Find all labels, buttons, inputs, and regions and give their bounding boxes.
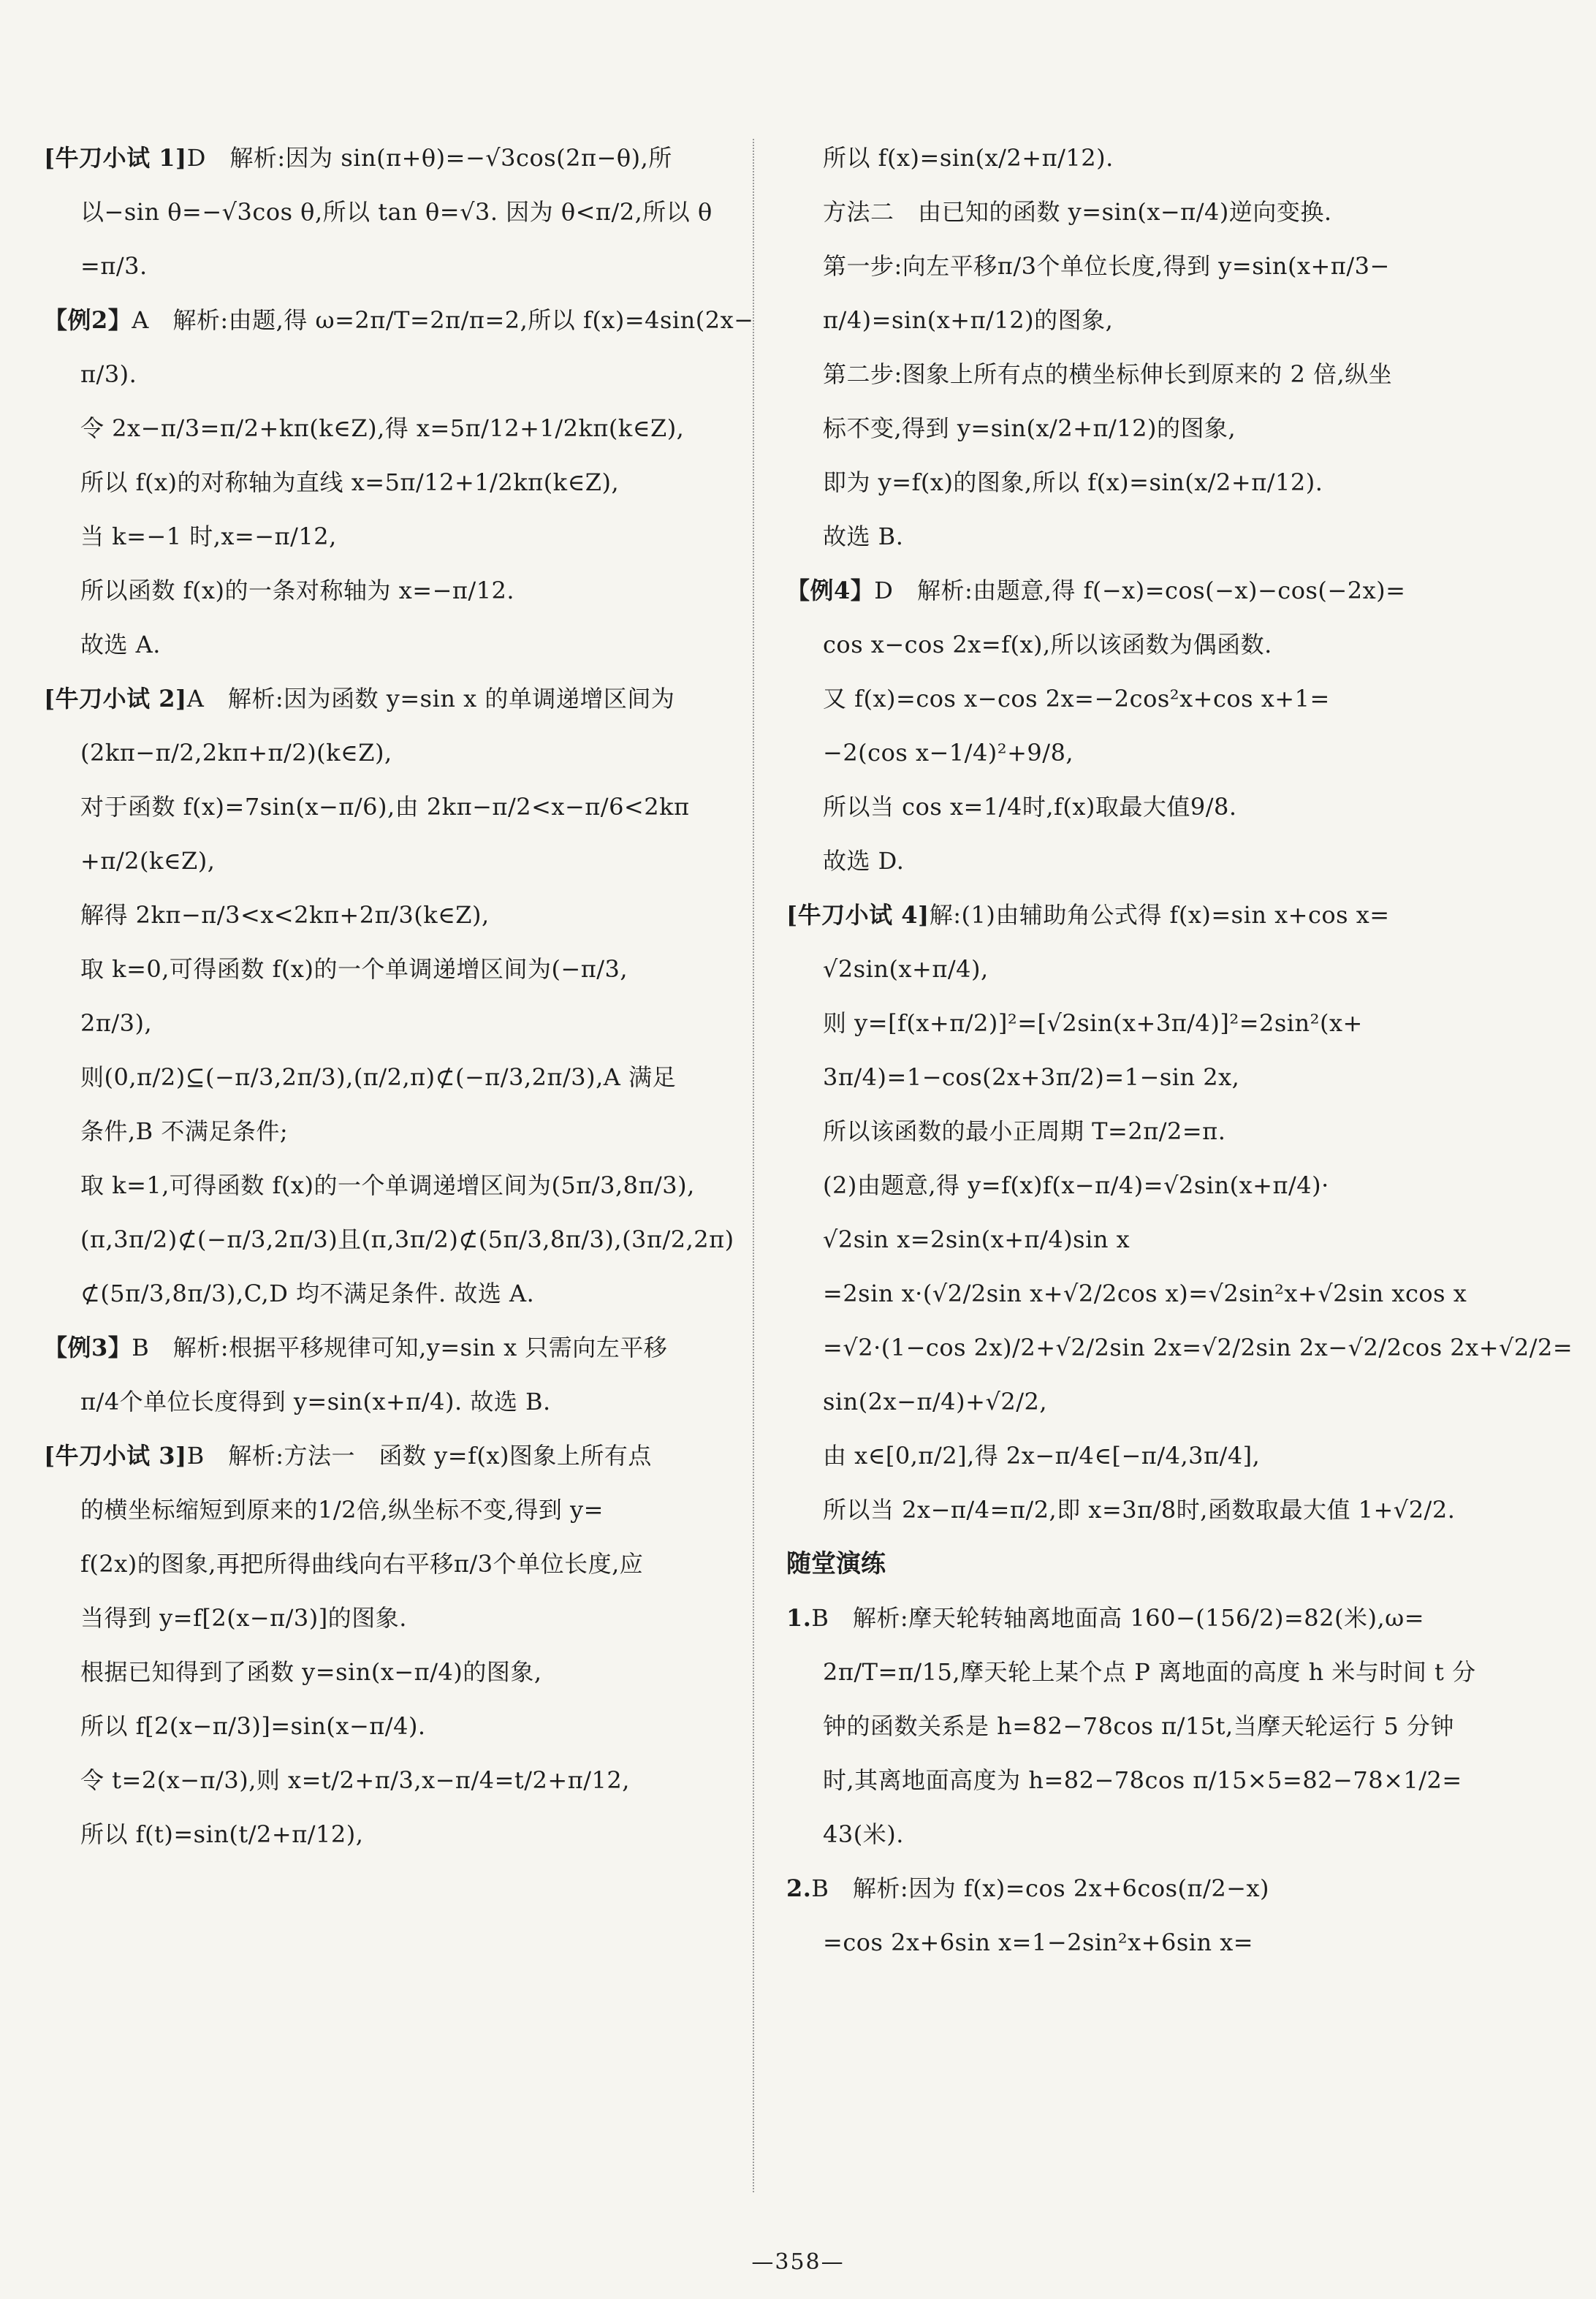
text-line — [786, 626, 1488, 664]
line-text: 第二步:图象上所有点的横坐标伸长到原来的 2 倍,纵坐 — [823, 360, 1393, 388]
text-line — [44, 1545, 745, 1583]
text-line — [44, 1274, 745, 1312]
line-text: (2kπ−π/2,2kπ+π/2)(k∈Z), — [80, 739, 392, 767]
text-line — [44, 1491, 745, 1529]
text-line — [786, 1004, 1488, 1042]
line-text: 所以函数 f(x)的一条对称轴为 x=−π/12. — [80, 577, 515, 604]
line-text: 所以 f[2(x−π/3)]=sin(x−π/4). — [80, 1712, 426, 1740]
line-text: 当得到 y=f[2(x−π/3)]的图象. — [80, 1604, 407, 1632]
line-text: 第一步:向左平移π/3个单位长度,得到 y=sin(x+π/3− — [823, 252, 1390, 280]
text-line — [786, 896, 1488, 934]
line-text: sin(2x−π/4)+√2/2, — [823, 1388, 1047, 1416]
text-line — [44, 1761, 745, 1799]
text-line — [786, 1707, 1488, 1745]
text-line — [44, 463, 745, 501]
text-line — [44, 680, 745, 718]
text-line — [786, 680, 1488, 718]
page-number: —358— — [751, 2249, 845, 2275]
line-text: (2)由题意,得 y=f(x)f(x−π/4)=√2sin(x+π/4)· — [823, 1171, 1329, 1199]
text-line — [44, 1112, 745, 1150]
problem-tag: 【例4】 — [786, 577, 875, 604]
text-line — [786, 571, 1488, 609]
text-line — [786, 355, 1488, 393]
problem-tag: 【例2】 — [44, 306, 132, 334]
text-line — [786, 1815, 1488, 1853]
line-text: 取 k=0,可得函数 f(x)的一个单调递增区间为(−π/3, — [80, 955, 628, 983]
text-line — [44, 788, 745, 826]
text-line — [786, 1761, 1488, 1799]
text-line — [786, 1112, 1488, 1150]
problem-tag: [牛刀小试 2] — [44, 685, 187, 712]
text-line — [44, 1004, 745, 1042]
line-text: 当 k=−1 时,x=−π/12, — [80, 522, 337, 550]
line-text: 解得 2kπ−π/3<x<2kπ+2π/3(k∈Z), — [80, 901, 490, 929]
line-text: 由 x∈[0,π/2],得 2x−π/4∈[−π/4,3π/4], — [823, 1442, 1261, 1470]
line-text: 又 f(x)=cos x−cos 2x=−2cos²x+cos x+1= — [823, 685, 1330, 712]
text-line — [44, 1166, 745, 1204]
text-line — [44, 517, 745, 555]
text-line — [44, 193, 745, 231]
line-text: 故选 A. — [80, 631, 161, 658]
line-text: B 解析:摩天轮转轴离地面高 160−(156/2)=82(米),ω= — [811, 1604, 1425, 1632]
line-text: 故选 B. — [823, 522, 904, 550]
line-text: 所以当 cos x=1/4时,f(x)取最大值9/8. — [823, 793, 1237, 821]
line-text: 根据已知得到了函数 y=sin(x−π/4)的图象, — [80, 1658, 542, 1686]
line-text: 钟的函数关系是 h=82−78cos π/15t,当摩天轮运行 5 分钟 — [823, 1712, 1454, 1740]
line-text: 故选 D. — [823, 847, 905, 875]
text-line — [786, 1329, 1573, 1367]
text-line — [786, 1437, 1488, 1475]
text-line — [786, 1383, 1488, 1421]
text-line — [786, 788, 1488, 826]
problem-tag: 1. — [786, 1604, 812, 1632]
problem-tag: [牛刀小试 3] — [44, 1442, 187, 1470]
line-text: π/3). — [80, 360, 137, 388]
problem-tag: [牛刀小试 4] — [786, 901, 930, 929]
text-line — [786, 734, 1488, 772]
line-text: cos x−cos 2x=f(x),所以该函数为偶函数. — [823, 631, 1272, 658]
text-line — [786, 1166, 1488, 1204]
line-text: f(2x)的图象,再把所得曲线向右平移π/3个单位长度,应 — [80, 1550, 644, 1578]
text-line — [786, 842, 1488, 880]
line-text: A 解析:由题,得 ω=2π/T=2π/π=2,所以 f(x)=4sin(2x− — [132, 306, 754, 334]
text-line — [44, 1383, 745, 1421]
line-text: =2sin x·(√2/2sin x+√2/2cos x)=√2sin²x+√2sin xcos x — [823, 1280, 1467, 1307]
line-text: 令 2x−π/3=π/2+kπ(k∈Z),得 x=5π/12+1/2kπ(k∈Z), — [80, 414, 685, 442]
text-line — [44, 734, 745, 772]
line-text: =√2·(1−cos 2x)/2+√2/2sin 2x=√2/2sin 2x−√2/2cos 2x+√2/2= — [823, 1334, 1573, 1361]
text-line — [44, 896, 745, 934]
problem-tag: 2. — [786, 1874, 812, 1902]
text-line — [44, 1599, 745, 1637]
text-line — [786, 139, 1488, 177]
line-text: 所以当 2x−π/4=π/2,即 x=3π/8时,函数取最大值 1+√2/2. — [823, 1496, 1456, 1524]
line-text: 则(0,π/2)⊆(−π/3,2π/3),(π/2,π)⊄(−π/3,2π/3),A 满足 — [80, 1063, 677, 1091]
text-line — [44, 571, 745, 609]
text-line — [44, 1437, 745, 1475]
right-column — [786, 139, 1573, 1977]
text-line — [44, 409, 745, 447]
text-line — [786, 1274, 1488, 1312]
text-line — [786, 1220, 1488, 1258]
text-line — [44, 1653, 745, 1691]
line-text: 时,其离地面高度为 h=82−78cos π/15×5=82−78×1/2= — [823, 1766, 1462, 1794]
line-text: π/4)=sin(x+π/12)的图象, — [823, 306, 1114, 334]
text-line — [44, 1220, 745, 1258]
line-text: 标不变,得到 y=sin(x/2+π/12)的图象, — [823, 414, 1236, 442]
line-text: −2(cos x−1/4)²+9/8, — [823, 739, 1074, 767]
text-line — [786, 1491, 1488, 1529]
text-line — [786, 950, 1488, 988]
text-line — [44, 950, 745, 988]
text-line — [786, 301, 1488, 339]
text-line — [44, 842, 745, 880]
column-divider — [753, 139, 754, 2192]
line-text: D 解析:由题意,得 f(−x)=cos(−x)−cos(−2x)= — [874, 577, 1406, 604]
line-text: A 解析:因为函数 y=sin x 的单调递增区间为 — [186, 685, 675, 712]
line-text: 3π/4)=1−cos(2x+3π/2)=1−sin 2x, — [823, 1063, 1240, 1091]
text-line — [44, 1707, 745, 1745]
line-text: 所以 f(x)=sin(x/2+π/12). — [823, 144, 1114, 172]
problem-tag: 【例3】 — [44, 1334, 132, 1361]
text-line — [786, 1599, 1488, 1637]
line-text: B 解析:根据平移规律可知,y=sin x 只需向左平移 — [132, 1334, 668, 1361]
line-text: 以−sin θ=−√3cos θ,所以 tan θ=√3. 因为 θ<π/2,所以 θ — [80, 198, 712, 226]
line-text: 43(米). — [823, 1820, 904, 1848]
text-line — [786, 517, 1488, 555]
line-text: √2sin(x+π/4), — [823, 955, 989, 983]
line-text: 所以该函数的最小正周期 T=2π/2=π. — [823, 1117, 1226, 1145]
text-line — [44, 301, 754, 339]
text-line — [786, 193, 1488, 231]
text-line — [44, 355, 745, 393]
text-line — [44, 626, 745, 664]
line-text: =cos 2x+6sin x=1−2sin²x+6sin x= — [823, 1928, 1254, 1956]
text-line — [786, 409, 1488, 447]
line-text: 所以 f(t)=sin(t/2+π/12), — [80, 1820, 364, 1848]
line-text: 2π/T=π/15,摩天轮上某个点 P 离地面的高度 h 米与时间 t 分 — [823, 1658, 1476, 1686]
text-line — [786, 463, 1488, 501]
text-line — [44, 1329, 745, 1367]
line-text: 即为 y=f(x)的图象,所以 f(x)=sin(x/2+π/12). — [823, 468, 1323, 496]
line-text: 2π/3), — [80, 1009, 153, 1037]
problem-tag: [牛刀小试 1] — [44, 144, 187, 172]
text-line — [786, 1923, 1488, 1961]
text-line — [44, 247, 745, 285]
line-text: π/4个单位长度得到 y=sin(x+π/4). 故选 B. — [80, 1388, 551, 1416]
line-text: 解:(1)由辅助角公式得 f(x)=sin x+cos x= — [929, 901, 1390, 929]
left-column — [44, 139, 754, 1869]
line-text: ⊄(5π/3,8π/3),C,D 均不满足条件. 故选 A. — [80, 1280, 535, 1307]
text-line — [44, 139, 745, 177]
text-line — [44, 1058, 745, 1096]
line-text: 取 k=1,可得函数 f(x)的一个单调递增区间为(5π/3,8π/3), — [80, 1171, 695, 1199]
line-text: (π,3π/2)⊄(−π/3,2π/3)且(π,3π/2)⊄(5π/3,8π/3),(3π/2,2π) — [80, 1226, 734, 1253]
line-text: 所以 f(x)的对称轴为直线 x=5π/12+1/2kπ(k∈Z), — [80, 468, 620, 496]
line-text: 对于函数 f(x)=7sin(x−π/6),由 2kπ−π/2<x−π/6<2kπ — [80, 793, 690, 821]
line-text: 条件,B 不满足条件; — [80, 1117, 289, 1145]
line-text: B 解析:因为 f(x)=cos 2x+6cos(π/2−x) — [811, 1874, 1270, 1902]
line-text: B 解析:方法一 函数 y=f(x)图象上所有点 — [186, 1442, 652, 1470]
line-text: 的横坐标缩短到原来的1/2倍,纵坐标不变,得到 y= — [80, 1496, 604, 1524]
line-text: √2sin x=2sin(x+π/4)sin x — [823, 1226, 1130, 1253]
section-heading: 随堂演练 — [786, 1549, 886, 1578]
text-line — [786, 247, 1488, 285]
text-line — [786, 1869, 1488, 1907]
text-line — [786, 1058, 1488, 1096]
text-line — [786, 1653, 1488, 1691]
line-text: 方法二 由已知的函数 y=sin(x−π/4)逆向变换. — [823, 198, 1332, 226]
line-text: 则 y=[f(x+π/2)]²=[√2sin(x+3π/4)]²=2sin²(x+ — [823, 1009, 1363, 1037]
line-text: =π/3. — [80, 252, 148, 280]
line-text: 令 t=2(x−π/3),则 x=t/2+π/3,x−π/4=t/2+π/12, — [80, 1766, 630, 1794]
text-line — [44, 1815, 745, 1853]
line-text: +π/2(k∈Z), — [80, 847, 216, 875]
line-text: D 解析:因为 sin(π+θ)=−√3cos(2π−θ),所 — [186, 144, 672, 172]
